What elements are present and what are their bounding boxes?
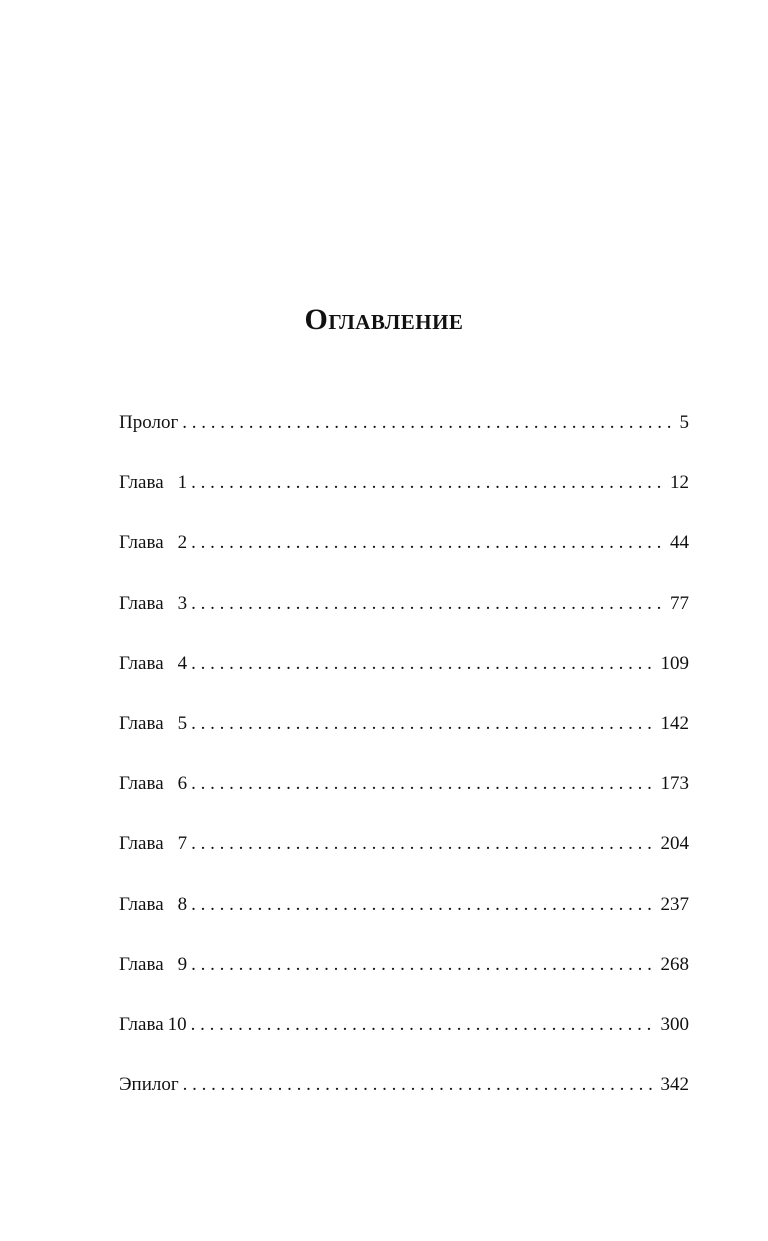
- toc-entry-chapter-10[interactable]: [119, 1010, 689, 1070]
- toc-entry-title: Глава: [119, 592, 164, 614]
- dot-leader: [191, 468, 664, 498]
- toc-entry-title: Глава: [119, 773, 164, 795]
- toc-entry-label: [119, 890, 191, 920]
- toc-entry-chapter-6[interactable]: [119, 769, 689, 829]
- toc-chapter-number: 6: [177, 773, 188, 795]
- toc-entry-label: [119, 829, 191, 859]
- toc-entry-label: [119, 709, 191, 739]
- toc-entry-title: Глава: [119, 472, 164, 494]
- dot-leader: [191, 890, 654, 920]
- toc-page-number: 12: [670, 472, 689, 494]
- toc-entry-title: Глава: [119, 652, 164, 674]
- toc-entry-label: [119, 589, 191, 619]
- toc-entry-chapter-9[interactable]: [119, 950, 689, 1010]
- toc-page-number: 300: [660, 1013, 689, 1035]
- toc-page-number: 142: [660, 712, 689, 734]
- toc-entry-chapter-8[interactable]: [119, 890, 689, 950]
- toc-chapter-number: 2: [177, 532, 188, 554]
- toc-page-number: 342: [660, 1074, 689, 1096]
- toc-page-number: 268: [660, 953, 689, 975]
- dot-leader: [191, 950, 654, 980]
- dot-leader: [191, 528, 664, 558]
- toc-entry-label: [119, 1010, 191, 1040]
- table-of-contents: [119, 408, 689, 1130]
- toc-entry-title: Глава: [119, 953, 164, 975]
- toc-page-number: 5: [679, 412, 689, 433]
- toc-entry-prologue[interactable]: [119, 408, 689, 468]
- toc-entry-title: Глава: [119, 712, 164, 734]
- dot-leader: [191, 769, 654, 799]
- toc-chapter-number: 5: [177, 712, 188, 734]
- toc-entry-title: Эпилог: [119, 1074, 179, 1096]
- toc-page-number: 77: [670, 592, 689, 614]
- toc-entry-epilogue[interactable]: [119, 1070, 689, 1130]
- toc-entry-label: [119, 528, 191, 558]
- toc-page-number: 173: [660, 773, 689, 795]
- toc-chapter-number: 9: [177, 953, 188, 975]
- toc-entry-chapter-4[interactable]: [119, 649, 689, 709]
- toc-entry-chapter-7[interactable]: [119, 829, 689, 889]
- toc-chapter-number: 1: [177, 472, 188, 494]
- toc-entry-title: Глава: [119, 833, 164, 855]
- toc-entry-title: Пролог: [119, 412, 179, 433]
- toc-entry-label: [119, 769, 191, 799]
- dot-leader: [191, 829, 654, 859]
- toc-page-number: 109: [660, 652, 689, 674]
- toc-entry-label: [119, 950, 191, 980]
- dot-leader: [191, 709, 654, 739]
- toc-entry-title: Глава: [119, 1013, 164, 1035]
- toc-entry-chapter-2[interactable]: [119, 528, 689, 588]
- dot-leader: [191, 649, 654, 679]
- toc-chapter-number: 7: [177, 833, 188, 855]
- toc-entry-title: Глава: [119, 532, 164, 554]
- toc-entry-title: Глава: [119, 893, 164, 915]
- toc-entry-chapter-1[interactable]: [119, 468, 689, 528]
- toc-page-number: 204: [660, 833, 689, 855]
- toc-chapter-number: 3: [177, 592, 188, 614]
- toc-page-number: 44: [670, 532, 689, 554]
- toc-entry-chapter-3[interactable]: [119, 589, 689, 649]
- page-title: Оглавление: [304, 303, 464, 337]
- toc-entry-chapter-5[interactable]: [119, 709, 689, 769]
- toc-chapter-number: 10: [167, 1013, 187, 1035]
- dot-leader: [182, 408, 673, 438]
- toc-entry-label: [119, 408, 182, 438]
- dot-leader: [191, 589, 664, 619]
- toc-chapter-number: 4: [177, 652, 188, 674]
- toc-entry-label: [119, 1070, 183, 1100]
- toc-entry-label: [119, 649, 191, 679]
- dot-leader: [191, 1010, 655, 1040]
- toc-chapter-number: 8: [177, 893, 188, 915]
- dot-leader: [183, 1070, 655, 1100]
- toc-page-number: 237: [660, 893, 689, 915]
- toc-entry-label: [119, 468, 191, 498]
